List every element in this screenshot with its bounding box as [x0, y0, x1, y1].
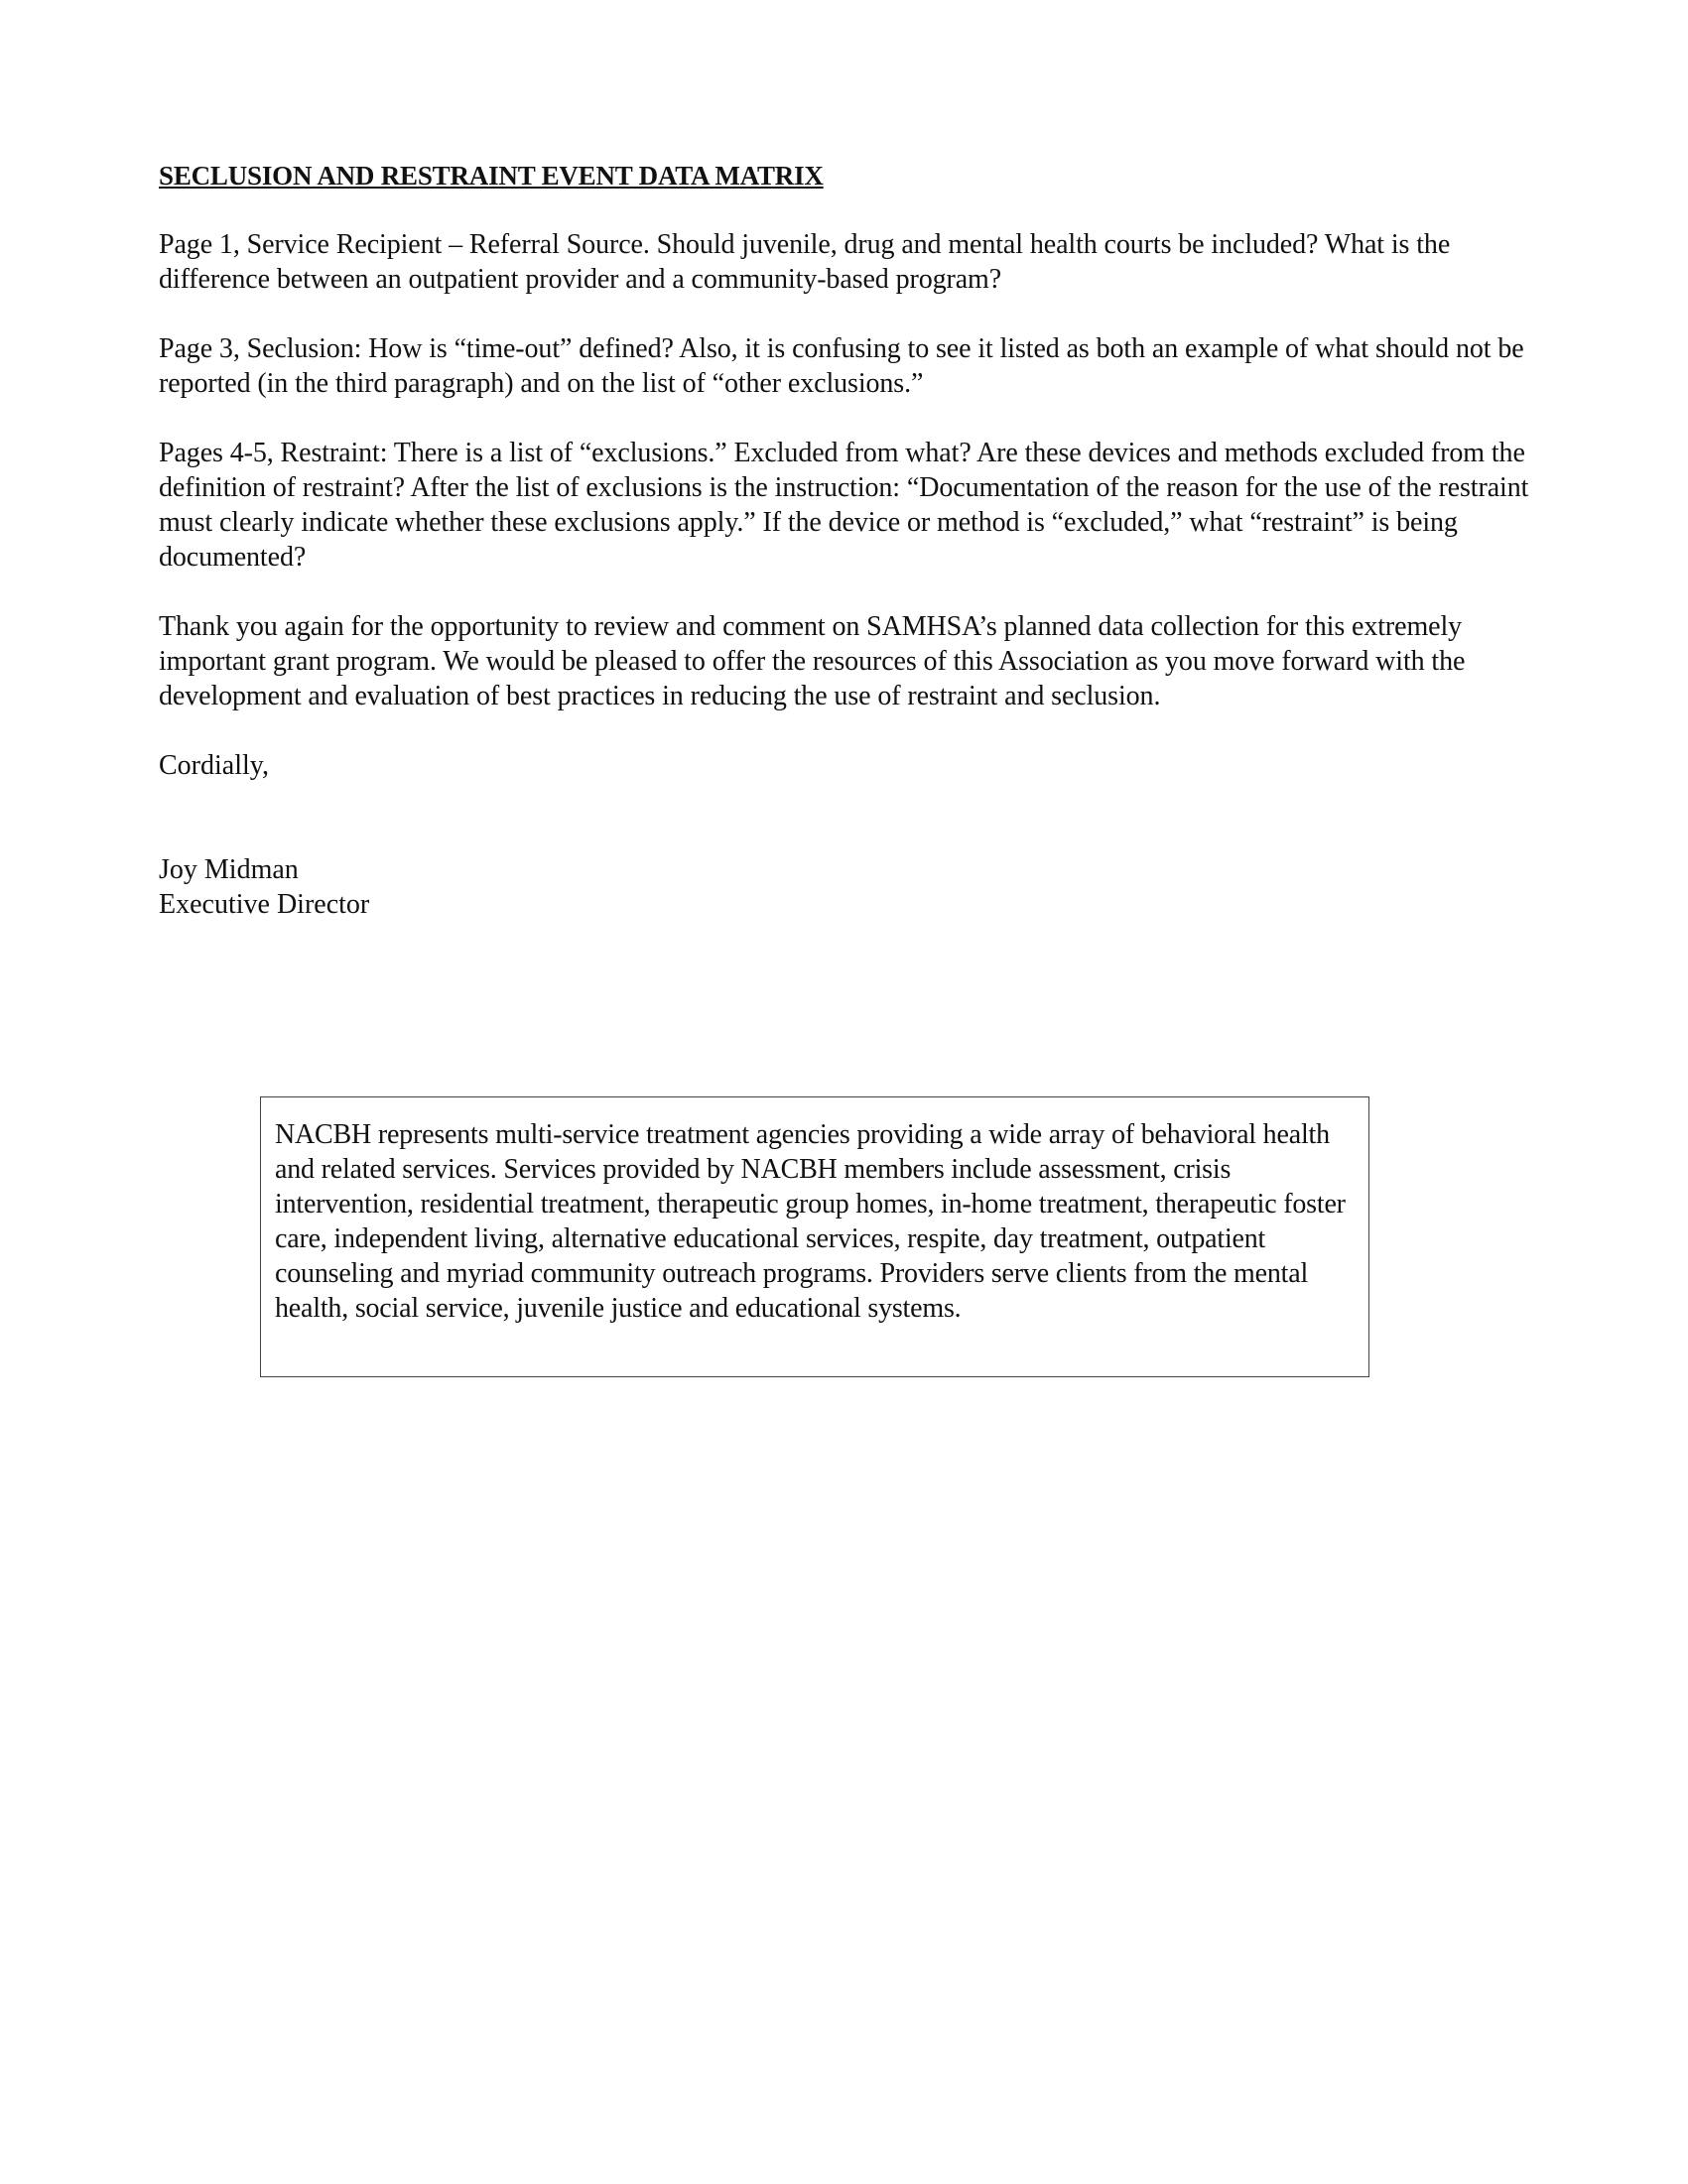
paragraph-referral-source: Page 1, Service Recipient – Referral Source. Should juvenile, drug and mental health courts be included? What is the difference between an outpatient provider and a community-based program? [159, 229, 1451, 295]
signature-block [159, 852, 1538, 922]
nacbh-info-text: NACBH represents multi-service treatment agencies providing a wide array of behavioral health and related services. Services provided by NACBH members include assessment, crisis intervention, residential treatment, therapeutic group homes, in-home treatment, therapeutic foster care, independent living, alternative educational services, respite, day treatment, outpatient counseling and myriad community outreach programs. Providers serve clients from the mental health, social service, juvenile justice and educational systems. [275, 1119, 1346, 1324]
paragraph-restraint: Pages 4-5, Restraint: There is a list of “exclusions.” Excluded from what? Are these devices and methods excluded from the definition of restraint? After the list of exclusions is the instruction: “Documentation of the reason for the use of the restraint must clearly indicate whether these exclusions apply.” If the device or method is “excluded,” what “restraint” is being documented? [159, 438, 1529, 573]
signer-title: Executive Director [159, 889, 370, 920]
signer-name: Joy Midman [159, 854, 299, 885]
paragraph-thank-you: Thank you again for the opportunity to review and comment on SAMHSA’s planned data collection for this extremely important grant program. We would be pleased to offer the resources of this Association as you move forward with the development and evaluation of best practices in reducing the use of restraint and seclusion. [159, 611, 1466, 711]
paragraph-seclusion: Page 3, Seclusion: How is “time-out” defined? Also, it is confusing to see it listed as both an example of what should not be reported (in the third paragraph) and on the list of “other exclusions.” [159, 333, 1524, 399]
nacbh-info-box [260, 1096, 1369, 1377]
closing-salutation: Cordially, [159, 750, 269, 781]
section-heading: SECLUSION AND RESTRAINT EVENT DATA MATRIX [159, 161, 824, 191]
letter-body [159, 159, 1538, 922]
